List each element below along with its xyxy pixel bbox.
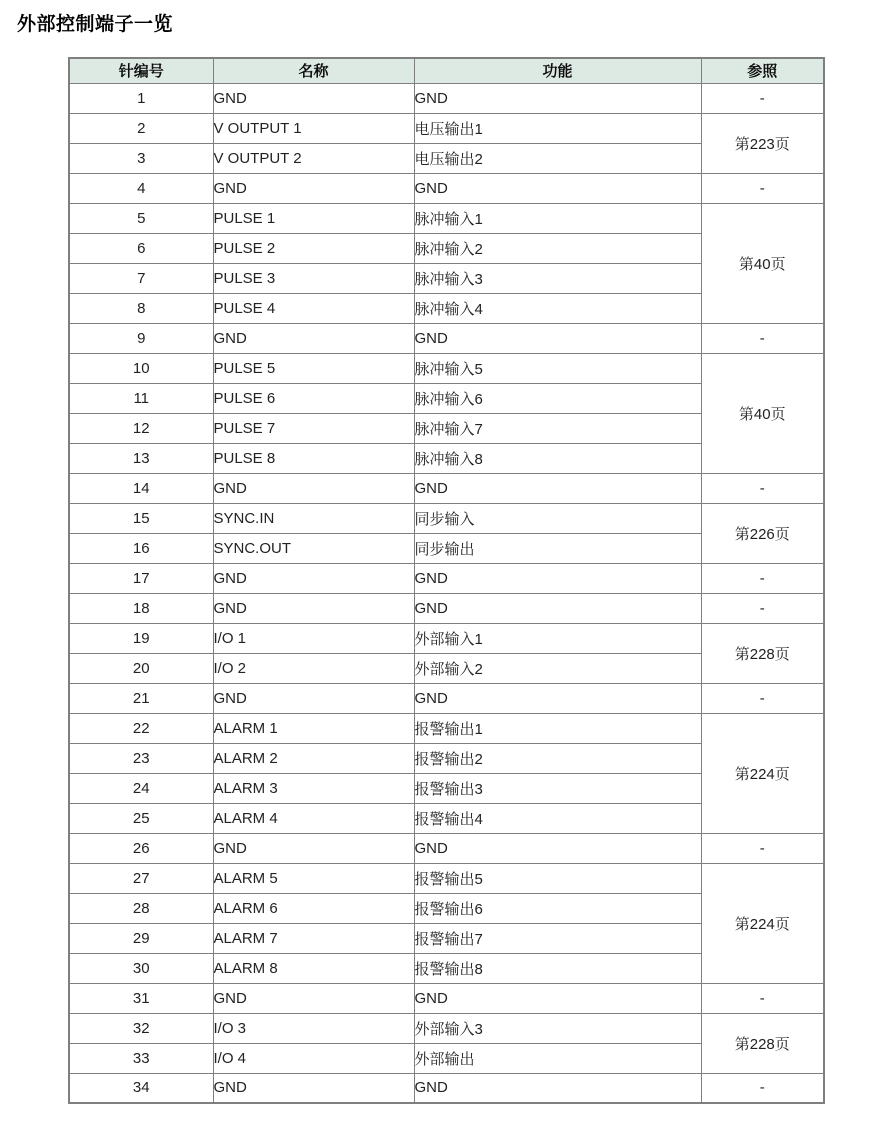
name-cell: ALARM 5 bbox=[213, 863, 414, 893]
pin-number-cell: 25 bbox=[69, 803, 213, 833]
name-cell: I/O 2 bbox=[213, 653, 414, 683]
name-cell: GND bbox=[213, 173, 414, 203]
reference-cell: 第226页 bbox=[701, 503, 824, 563]
name-cell: I/O 3 bbox=[213, 1013, 414, 1043]
table-row bbox=[69, 1013, 824, 1043]
reference-cell: - bbox=[701, 593, 824, 623]
name-cell: I/O 1 bbox=[213, 623, 414, 653]
pin-number-cell: 16 bbox=[69, 533, 213, 563]
function-cell: GND bbox=[414, 563, 701, 593]
reference-cell: - bbox=[701, 173, 824, 203]
name-cell: PULSE 8 bbox=[213, 443, 414, 473]
function-cell: 电压输出1 bbox=[414, 113, 701, 143]
function-cell: 报警输出7 bbox=[414, 923, 701, 953]
pin-number-cell: 4 bbox=[69, 173, 213, 203]
pin-number-cell: 15 bbox=[69, 503, 213, 533]
table-row bbox=[69, 713, 824, 743]
function-cell: 报警输出8 bbox=[414, 953, 701, 983]
name-cell: PULSE 4 bbox=[213, 293, 414, 323]
column-header-name: 名称 bbox=[213, 58, 414, 83]
function-cell: 报警输出1 bbox=[414, 713, 701, 743]
pin-number-cell: 5 bbox=[69, 203, 213, 233]
name-cell: GND bbox=[213, 683, 414, 713]
name-cell: V OUTPUT 2 bbox=[213, 143, 414, 173]
function-cell: 外部输入3 bbox=[414, 1013, 701, 1043]
function-cell: 脉冲输入2 bbox=[414, 233, 701, 263]
pin-number-cell: 29 bbox=[69, 923, 213, 953]
reference-cell: 第224页 bbox=[701, 863, 824, 983]
table-row bbox=[69, 833, 824, 863]
reference-cell: 第228页 bbox=[701, 1013, 824, 1073]
reference-cell: - bbox=[701, 1073, 824, 1103]
pin-number-cell: 9 bbox=[69, 323, 213, 353]
name-cell: SYNC.OUT bbox=[213, 533, 414, 563]
name-cell: ALARM 7 bbox=[213, 923, 414, 953]
table-row bbox=[69, 173, 824, 203]
name-cell: GND bbox=[213, 983, 414, 1013]
function-cell: 报警输出6 bbox=[414, 893, 701, 923]
table-row bbox=[69, 113, 824, 143]
table-row bbox=[69, 593, 824, 623]
pin-number-cell: 26 bbox=[69, 833, 213, 863]
function-cell: 外部输入2 bbox=[414, 653, 701, 683]
table-row bbox=[69, 503, 824, 533]
function-cell: 电压输出2 bbox=[414, 143, 701, 173]
reference-cell: 第40页 bbox=[701, 353, 824, 473]
reference-cell: 第228页 bbox=[701, 623, 824, 683]
table-row bbox=[69, 983, 824, 1013]
reference-cell: - bbox=[701, 323, 824, 353]
pin-number-cell: 23 bbox=[69, 743, 213, 773]
pin-number-cell: 11 bbox=[69, 383, 213, 413]
pin-number-cell: 32 bbox=[69, 1013, 213, 1043]
table-row bbox=[69, 473, 824, 503]
pin-number-cell: 12 bbox=[69, 413, 213, 443]
pin-number-cell: 30 bbox=[69, 953, 213, 983]
pin-number-cell: 24 bbox=[69, 773, 213, 803]
table-row bbox=[69, 623, 824, 653]
function-cell: GND bbox=[414, 83, 701, 113]
name-cell: GND bbox=[213, 473, 414, 503]
column-header-pin-number: 针编号 bbox=[69, 58, 213, 83]
reference-cell: 第224页 bbox=[701, 713, 824, 833]
reference-cell: - bbox=[701, 833, 824, 863]
name-cell: GND bbox=[213, 833, 414, 863]
pin-number-cell: 14 bbox=[69, 473, 213, 503]
name-cell: ALARM 1 bbox=[213, 713, 414, 743]
function-cell: 同步输出 bbox=[414, 533, 701, 563]
pin-number-cell: 22 bbox=[69, 713, 213, 743]
function-cell: 报警输出3 bbox=[414, 773, 701, 803]
function-cell: 外部输入1 bbox=[414, 623, 701, 653]
table-row bbox=[69, 683, 824, 713]
name-cell: ALARM 2 bbox=[213, 743, 414, 773]
function-cell: 外部输出 bbox=[414, 1043, 701, 1073]
name-cell: GND bbox=[213, 323, 414, 353]
name-cell: ALARM 4 bbox=[213, 803, 414, 833]
function-cell: GND bbox=[414, 473, 701, 503]
name-cell: ALARM 3 bbox=[213, 773, 414, 803]
reference-cell: - bbox=[701, 83, 824, 113]
function-cell: 脉冲输入5 bbox=[414, 353, 701, 383]
name-cell: GND bbox=[213, 593, 414, 623]
pin-number-cell: 7 bbox=[69, 263, 213, 293]
pin-number-cell: 20 bbox=[69, 653, 213, 683]
pin-number-cell: 27 bbox=[69, 863, 213, 893]
table-header bbox=[69, 58, 824, 83]
pin-number-cell: 28 bbox=[69, 893, 213, 923]
function-cell: GND bbox=[414, 833, 701, 863]
name-cell: ALARM 8 bbox=[213, 953, 414, 983]
name-cell: PULSE 2 bbox=[213, 233, 414, 263]
pin-number-cell: 3 bbox=[69, 143, 213, 173]
name-cell: GND bbox=[213, 563, 414, 593]
reference-cell: 第40页 bbox=[701, 203, 824, 323]
pin-number-cell: 6 bbox=[69, 233, 213, 263]
name-cell: PULSE 7 bbox=[213, 413, 414, 443]
function-cell: GND bbox=[414, 593, 701, 623]
name-cell: PULSE 5 bbox=[213, 353, 414, 383]
pin-number-cell: 17 bbox=[69, 563, 213, 593]
function-cell: 脉冲输入1 bbox=[414, 203, 701, 233]
table-row bbox=[69, 83, 824, 113]
pin-number-cell: 8 bbox=[69, 293, 213, 323]
function-cell: GND bbox=[414, 323, 701, 353]
table-row bbox=[69, 353, 824, 383]
name-cell: PULSE 6 bbox=[213, 383, 414, 413]
name-cell: PULSE 1 bbox=[213, 203, 414, 233]
function-cell: 脉冲输入4 bbox=[414, 293, 701, 323]
page-title: 外部控制端子一览 bbox=[17, 14, 174, 35]
function-cell: 报警输出2 bbox=[414, 743, 701, 773]
pin-number-cell: 33 bbox=[69, 1043, 213, 1073]
name-cell: I/O 4 bbox=[213, 1043, 414, 1073]
table-row bbox=[69, 203, 824, 233]
table-row bbox=[69, 563, 824, 593]
reference-cell: - bbox=[701, 473, 824, 503]
pin-number-cell: 1 bbox=[69, 83, 213, 113]
reference-cell: - bbox=[701, 983, 824, 1013]
function-cell: GND bbox=[414, 683, 701, 713]
pin-number-cell: 31 bbox=[69, 983, 213, 1013]
name-cell: ALARM 6 bbox=[213, 893, 414, 923]
function-cell: GND bbox=[414, 983, 701, 1013]
function-cell: 脉冲输入8 bbox=[414, 443, 701, 473]
function-cell: GND bbox=[414, 1073, 701, 1103]
function-cell: 同步输入 bbox=[414, 503, 701, 533]
table-row bbox=[69, 1073, 824, 1103]
function-cell: 报警输出4 bbox=[414, 803, 701, 833]
name-cell: GND bbox=[213, 1073, 414, 1103]
column-header-reference: 参照 bbox=[701, 58, 824, 83]
name-cell: PULSE 3 bbox=[213, 263, 414, 293]
name-cell: SYNC.IN bbox=[213, 503, 414, 533]
pin-number-cell: 19 bbox=[69, 623, 213, 653]
pin-number-cell: 13 bbox=[69, 443, 213, 473]
function-cell: GND bbox=[414, 173, 701, 203]
pin-number-cell: 21 bbox=[69, 683, 213, 713]
pin-table-body bbox=[69, 83, 824, 1103]
pin-number-cell: 2 bbox=[69, 113, 213, 143]
name-cell: GND bbox=[213, 83, 414, 113]
reference-cell: - bbox=[701, 563, 824, 593]
reference-cell: 第223页 bbox=[701, 113, 824, 173]
table-row bbox=[69, 323, 824, 353]
pin-number-cell: 18 bbox=[69, 593, 213, 623]
function-cell: 脉冲输入3 bbox=[414, 263, 701, 293]
reference-cell: - bbox=[701, 683, 824, 713]
function-cell: 报警输出5 bbox=[414, 863, 701, 893]
function-cell: 脉冲输入6 bbox=[414, 383, 701, 413]
name-cell: V OUTPUT 1 bbox=[213, 113, 414, 143]
pin-number-cell: 34 bbox=[69, 1073, 213, 1103]
table-row bbox=[69, 863, 824, 893]
pin-number-cell: 10 bbox=[69, 353, 213, 383]
pin-terminal-table bbox=[68, 57, 825, 1104]
column-header-function: 功能 bbox=[414, 58, 701, 83]
function-cell: 脉冲输入7 bbox=[414, 413, 701, 443]
table-header-row bbox=[69, 58, 824, 83]
